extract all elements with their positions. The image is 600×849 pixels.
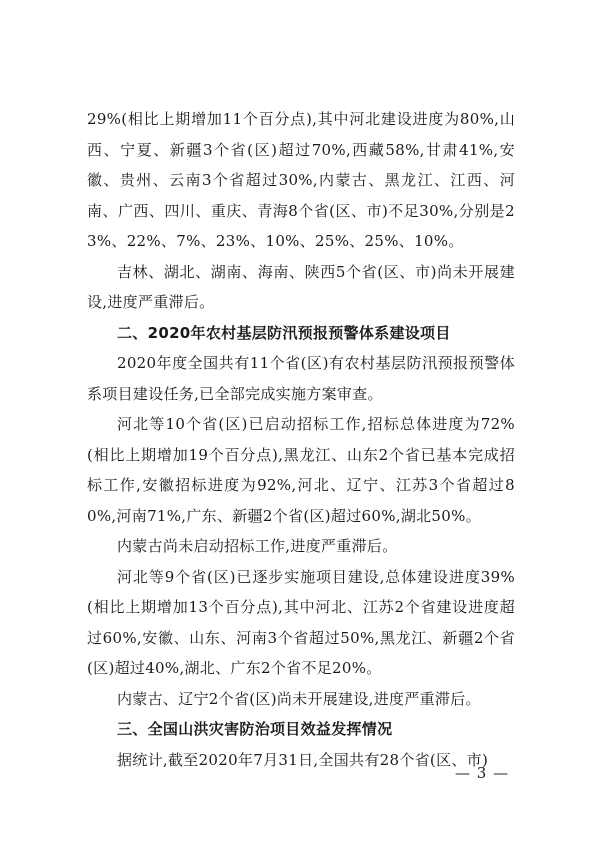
paragraph-7: 内蒙古、辽宁2个省(区)尚未开展建设,进度严重滞后。 xyxy=(117,689,481,708)
section-heading-3: 三、全国山洪灾害防治项目效益发挥情况 xyxy=(117,720,393,738)
paragraph-8: 据统计,截至2020年7月31日,全国共有28个省(区、市) xyxy=(117,750,489,769)
paragraph-5: 内蒙古尚未启动招标工作,进度严重滞后。 xyxy=(117,537,398,555)
paragraph-4: 河北等10个省(区)已启动招标工作,招标总体进度为72%(相比上期增加19个百分点),黑龙江、山东2个省已基本完成招标工作,安徽招标进度为92%,河北、辽宁、江苏3个省超过80%,河南71%,广东、新疆2个省(区)超过60%,湖北50%。 xyxy=(87,415,515,525)
paragraph-1: 29%(相比上期增加11个百分点),其中河北建设进度为80%,山西、宁夏、新疆3个省(区)超过70%,西藏58%,甘肃41%,安徽、贵州、云南3个省超过30%,内蒙古、黑龙江、江西、河南、广西、四川、重庆、青海8个省(区、市)不足30%,分别是23%、22%、7%、23%、10%、25%、25%、10%。 xyxy=(87,110,515,250)
section-heading-2: 二、2020年农村基层防汛预报预警体系建设项目 xyxy=(117,323,451,342)
document-body xyxy=(87,104,515,775)
paragraph-3: 2020年度全国共有11个省(区)有农村基层防汛预报预警体系项目建设任务,已全部完成实施方案审查。 xyxy=(87,354,515,403)
paragraph-6: 河北等9个省(区)已逐步实施项目建设,总体建设进度39%(相比上期增加13个百分点),其中河北、江苏2个省建设进度超过60%,安徽、山东、河南3个省超过50%,黑龙江、新疆2个省(区)超过40%,湖北、广东2个省不足20%。 xyxy=(87,567,515,677)
paragraph-2: 吉林、湖北、湖南、海南、陕西5个省(区、市)尚未开展建设,进度严重滞后。 xyxy=(87,262,515,311)
page-number: — 3 — xyxy=(455,764,510,782)
